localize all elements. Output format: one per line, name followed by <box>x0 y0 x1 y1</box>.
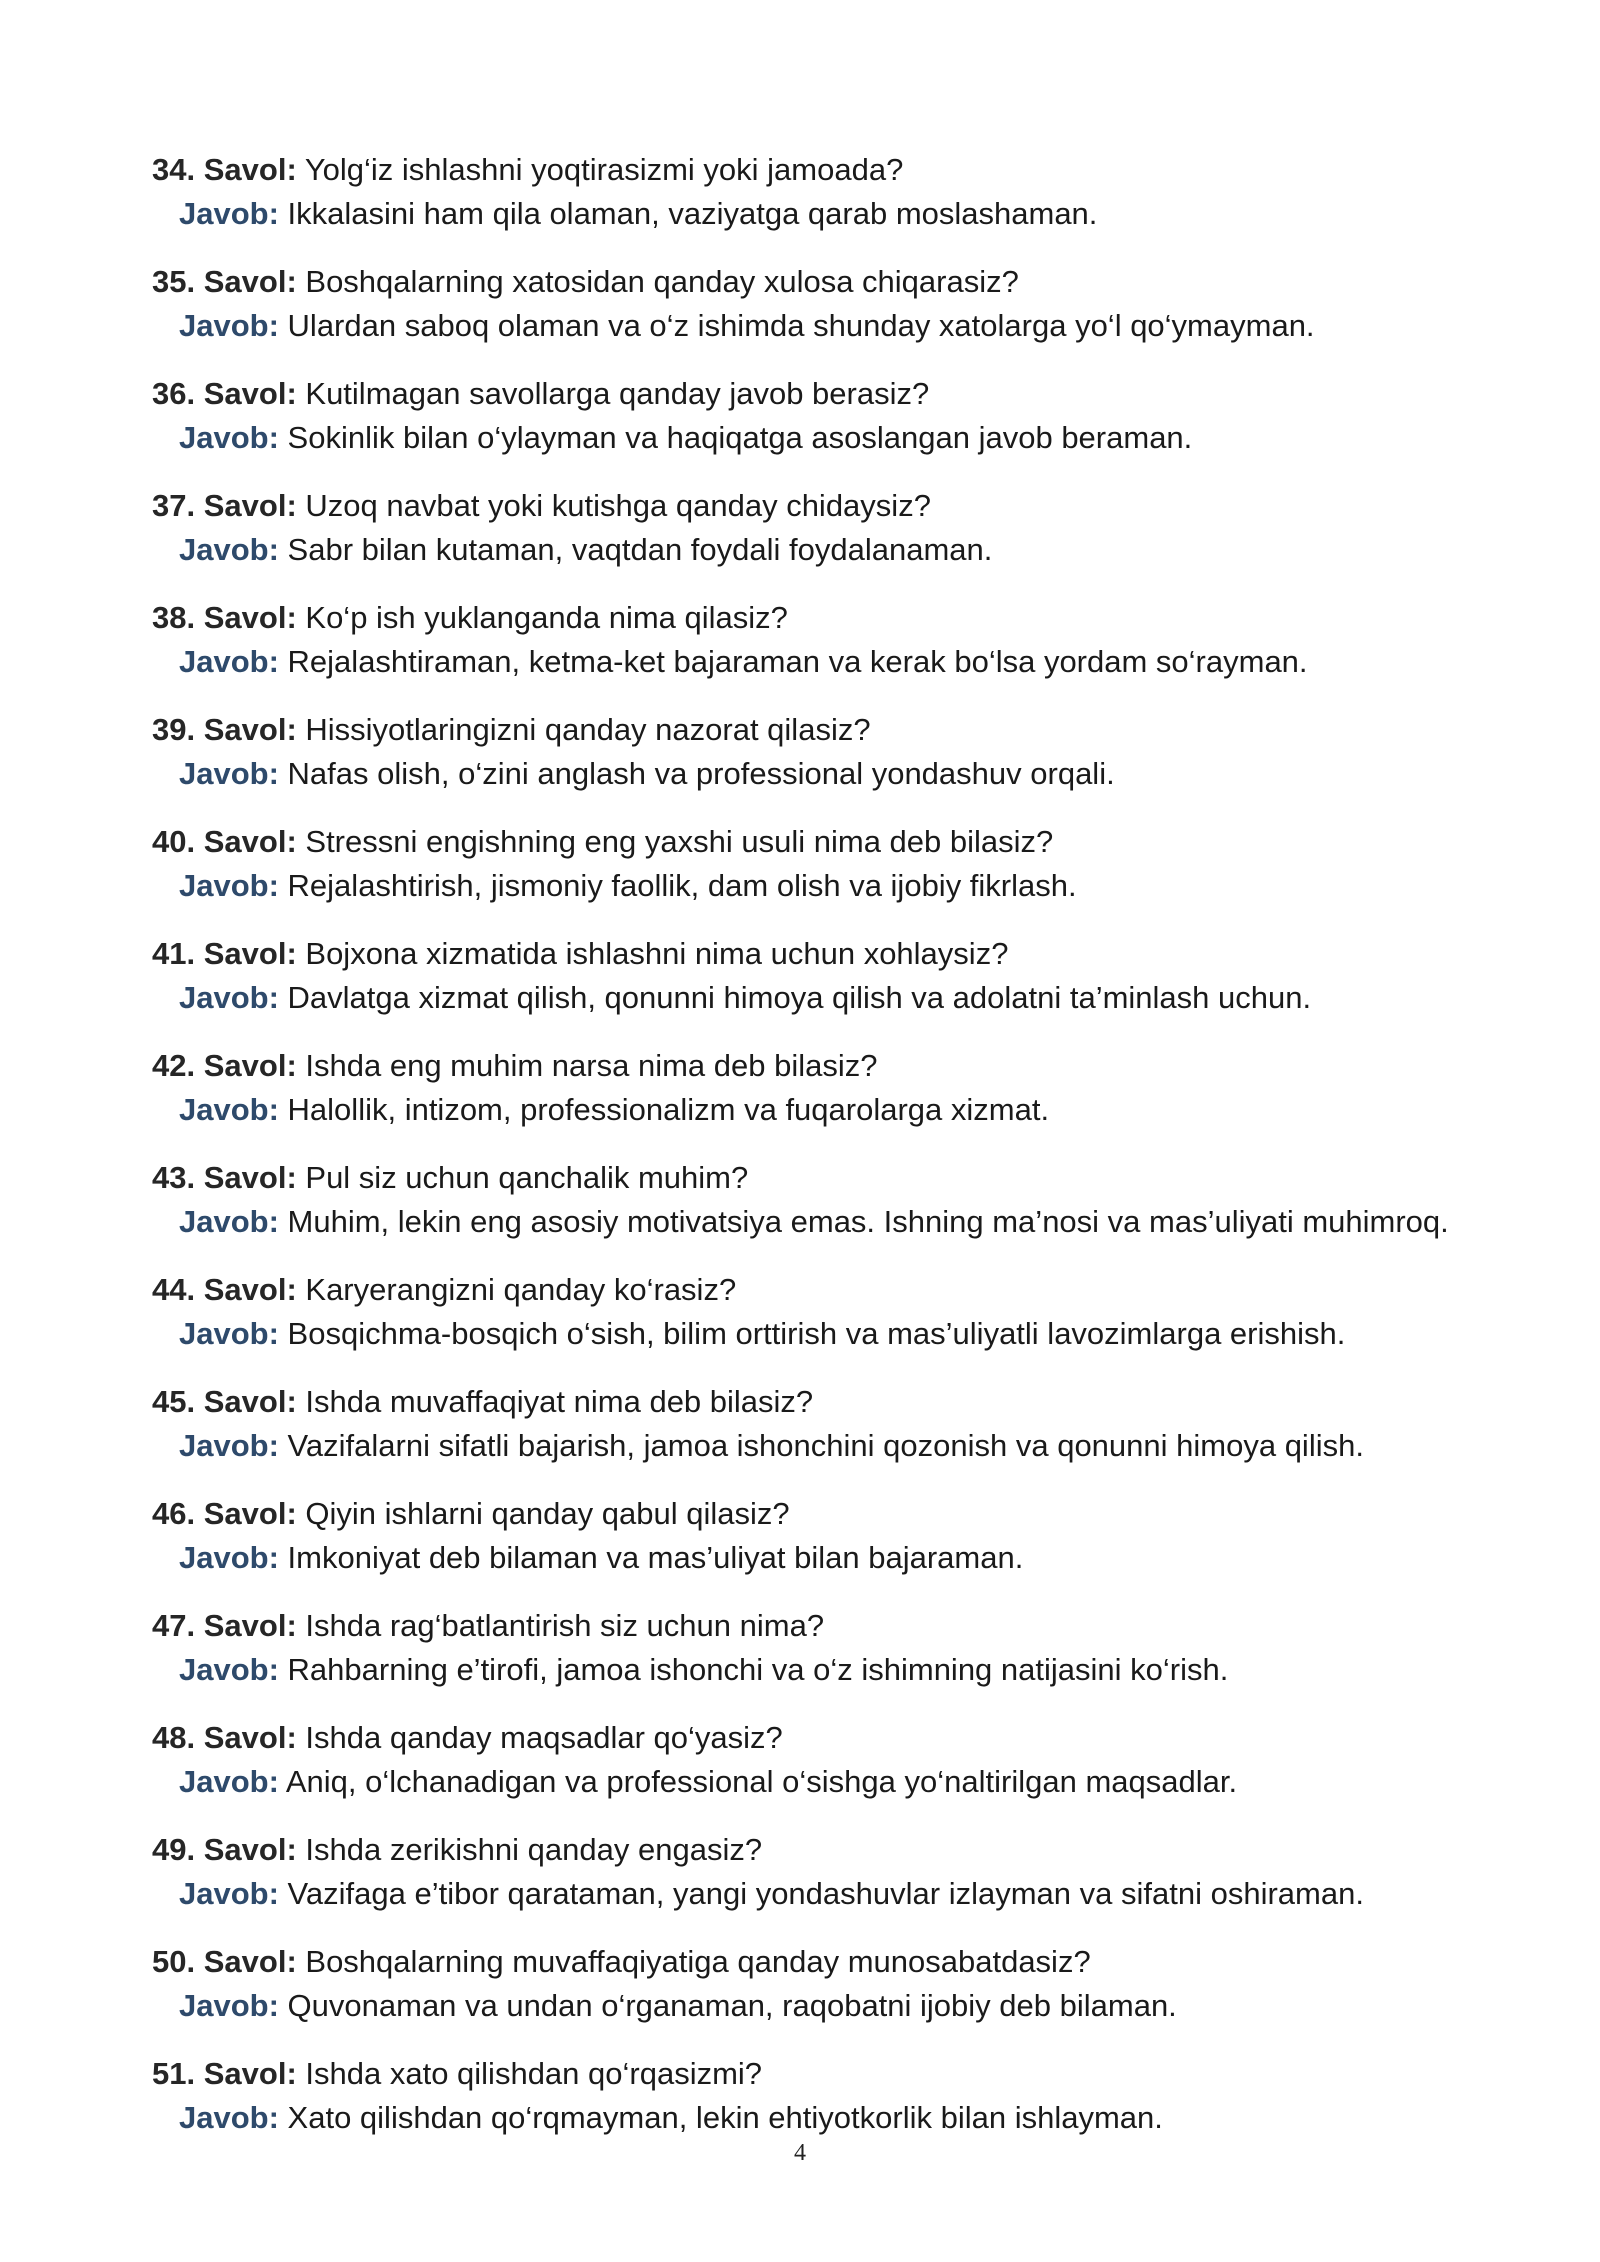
javob-label: Javob: <box>179 196 279 231</box>
javob-label: Javob: <box>179 1428 279 1463</box>
question-line <box>152 2054 1452 2094</box>
question-line <box>152 1270 1452 1310</box>
qa-item <box>152 1606 1452 1688</box>
question-text: Ko‘p ish yuklanganda nima qilasiz? <box>305 600 788 635</box>
answer-text: Rejalashtiraman, ketma-ket bajaraman va kerak bo‘lsa yordam so‘rayman. <box>287 644 1308 679</box>
savol-label: Savol: <box>203 1384 297 1419</box>
question-number: 45. <box>152 1384 196 1419</box>
javob-label: Javob: <box>179 2100 279 2135</box>
answer-line <box>179 1763 1452 1800</box>
qa-item <box>152 1942 1452 2024</box>
question-line <box>152 1494 1452 1534</box>
answer-text: Sokinlik bilan o‘ylayman va haqiqatga asoslangan javob beraman. <box>287 420 1193 455</box>
savol-label: Savol: <box>203 1048 297 1083</box>
qa-item <box>152 1270 1452 1352</box>
question-number: 49. <box>152 1832 196 1867</box>
javob-label: Javob: <box>179 308 279 343</box>
qa-item <box>152 1158 1452 1240</box>
savol-label: Savol: <box>203 376 297 411</box>
answer-line <box>179 1203 1452 1240</box>
javob-label: Javob: <box>179 1092 279 1127</box>
savol-label: Savol: <box>203 936 297 971</box>
qa-item <box>152 1494 1452 1576</box>
question-number: 50. <box>152 1944 196 1979</box>
question-number: 34. <box>152 152 196 187</box>
answer-line <box>179 643 1452 680</box>
answer-text: Nafas olish, o‘zini anglash va professional yondashuv orqali. <box>287 756 1115 791</box>
qa-item <box>152 150 1452 232</box>
javob-label: Javob: <box>179 1876 279 1911</box>
javob-label: Javob: <box>179 1316 279 1351</box>
savol-label: Savol: <box>203 712 297 747</box>
javob-label: Javob: <box>179 644 279 679</box>
question-number: 38. <box>152 600 196 635</box>
savol-label: Savol: <box>203 1720 297 1755</box>
question-number: 48. <box>152 1720 196 1755</box>
question-text: Ishda rag‘batlantirish siz uchun nima? <box>305 1608 825 1643</box>
answer-line <box>179 1987 1452 2024</box>
answer-text: Quvonaman va undan o‘rganaman, raqobatni ijobiy deb bilaman. <box>287 1988 1177 2023</box>
qa-item <box>152 598 1452 680</box>
question-line <box>152 1718 1452 1758</box>
question-number: 47. <box>152 1608 196 1643</box>
qa-item <box>152 710 1452 792</box>
javob-label: Javob: <box>179 980 279 1015</box>
page-number: 4 <box>794 2140 806 2166</box>
question-text: Yolg‘iz ishlashni yoqtirasizmi yoki jamoada? <box>304 152 904 187</box>
qa-item <box>152 822 1452 904</box>
answer-text: Aniq, o‘lchanadigan va professional o‘sishga yo‘naltirilgan maqsadlar. <box>285 1764 1238 1799</box>
question-line <box>152 1046 1452 1086</box>
answer-text: Davlatga xizmat qilish, qonunni himoya qilish va adolatni ta’minlash uchun. <box>287 980 1312 1015</box>
savol-label: Savol: <box>203 1160 297 1195</box>
answer-line <box>179 979 1452 1016</box>
answer-text: Muhim, lekin eng asosiy motivatsiya emas. Ishning ma’nosi va mas’uliyati muhimroq. <box>287 1204 1449 1239</box>
question-line <box>152 710 1452 750</box>
question-line <box>152 486 1452 526</box>
question-text: Pul siz uchun qanchalik muhim? <box>305 1160 749 1195</box>
question-number: 41. <box>152 936 196 971</box>
answer-line <box>179 867 1452 904</box>
question-number: 35. <box>152 264 196 299</box>
javob-label: Javob: <box>179 420 279 455</box>
question-text: Ishda qanday maqsadlar qo‘yasiz? <box>305 1720 783 1755</box>
question-line <box>152 150 1452 190</box>
javob-label: Javob: <box>179 532 279 567</box>
qa-item <box>152 1046 1452 1128</box>
answer-text: Ikkalasini ham qila olaman, vaziyatga qarab moslashaman. <box>287 196 1098 231</box>
javob-label: Javob: <box>179 1988 279 2023</box>
savol-label: Savol: <box>203 488 297 523</box>
javob-label: Javob: <box>179 756 279 791</box>
qa-item <box>152 2054 1452 2136</box>
answer-text: Bosqichma-bosqich o‘sish, bilim orttirish va mas’uliyatli lavozimlarga erishish. <box>287 1316 1346 1351</box>
question-text: Ishda eng muhim narsa nima deb bilasiz? <box>305 1048 878 1083</box>
savol-label: Savol: <box>203 600 297 635</box>
question-text: Ishda zerikishni qanday engasiz? <box>305 1832 763 1867</box>
question-line <box>152 822 1452 862</box>
question-number: 43. <box>152 1160 196 1195</box>
answer-line <box>179 531 1452 568</box>
savol-label: Savol: <box>203 1608 297 1643</box>
question-line <box>152 598 1452 638</box>
savol-label: Savol: <box>203 1496 297 1531</box>
question-number: 39. <box>152 712 196 747</box>
answer-text: Halollik, intizom, professionalizm va fuqarolarga xizmat. <box>287 1092 1050 1127</box>
savol-label: Savol: <box>203 1272 297 1307</box>
answer-line <box>179 755 1452 792</box>
answer-line <box>179 2099 1452 2136</box>
answer-line <box>179 1875 1452 1912</box>
answer-line <box>179 1427 1452 1464</box>
javob-label: Javob: <box>179 868 279 903</box>
qa-item <box>152 1718 1452 1800</box>
question-text: Stressni engishning eng yaxshi usuli nima deb bilasiz? <box>305 824 1054 859</box>
answer-line <box>179 1651 1452 1688</box>
qa-item <box>152 374 1452 456</box>
question-line <box>152 1606 1452 1646</box>
question-text: Ishda muvaffaqiyat nima deb bilasiz? <box>305 1384 814 1419</box>
question-text: Qiyin ishlarni qanday qabul qilasiz? <box>305 1496 790 1531</box>
question-number: 36. <box>152 376 196 411</box>
javob-label: Javob: <box>179 1204 279 1239</box>
question-text: Uzoq navbat yoki kutishga qanday chidaysiz? <box>305 488 931 523</box>
question-number: 44. <box>152 1272 196 1307</box>
answer-line <box>179 1091 1452 1128</box>
savol-label: Savol: <box>203 152 297 187</box>
answer-line <box>179 195 1452 232</box>
question-line <box>152 1830 1452 1870</box>
answer-text: Rejalashtirish, jismoniy faollik, dam olish va ijobiy fikrlash. <box>287 868 1077 903</box>
question-text: Kutilmagan savollarga qanday javob berasiz? <box>305 376 930 411</box>
javob-label: Javob: <box>179 1540 279 1575</box>
answer-text: Rahbarning e’tirofi, jamoa ishonchi va o‘z ishimning natijasini ko‘rish. <box>287 1652 1229 1687</box>
savol-label: Savol: <box>203 2056 297 2091</box>
answer-line <box>179 1539 1452 1576</box>
question-line <box>152 934 1452 974</box>
qa-item <box>152 1382 1452 1464</box>
answer-text: Sabr bilan kutaman, vaqtdan foydali foydalanaman. <box>287 532 993 567</box>
answer-line <box>179 307 1452 344</box>
answer-text: Vazifaga e’tibor qarataman, yangi yondashuvlar izlayman va sifatni oshiraman. <box>287 1876 1364 1911</box>
javob-label: Javob: <box>179 1652 279 1687</box>
question-line <box>152 374 1452 414</box>
qa-item <box>152 262 1452 344</box>
javob-label: Javob: <box>179 1764 279 1799</box>
savol-label: Savol: <box>203 264 297 299</box>
answer-line <box>179 1315 1452 1352</box>
question-text: Ishda xato qilishdan qo‘rqasizmi? <box>305 2056 763 2091</box>
question-number: 37. <box>152 488 196 523</box>
savol-label: Savol: <box>203 1944 297 1979</box>
question-text: Boshqalarning muvaffaqiyatiga qanday munosabatdasiz? <box>305 1944 1091 1979</box>
question-text: Boshqalarning xatosidan qanday xulosa chiqarasiz? <box>305 264 1019 299</box>
question-line <box>152 1942 1452 1982</box>
question-text: Bojxona xizmatida ishlashni nima uchun xohlaysiz? <box>305 936 1009 971</box>
question-text: Karyerangizni qanday ko‘rasiz? <box>305 1272 737 1307</box>
qa-list <box>152 150 1452 2166</box>
question-number: 51. <box>152 2056 196 2091</box>
qa-item <box>152 1830 1452 1912</box>
question-line <box>152 1158 1452 1198</box>
savol-label: Savol: <box>203 1832 297 1867</box>
question-text: Hissiyotlaringizni qanday nazorat qilasiz? <box>305 712 871 747</box>
answer-text: Ulardan saboq olaman va o‘z ishimda shunday xatolarga yo‘l qo‘ymayman. <box>287 308 1315 343</box>
question-line <box>152 1382 1452 1422</box>
answer-line <box>179 419 1452 456</box>
answer-text: Xato qilishdan qo‘rqmayman, lekin ehtiyotkorlik bilan ishlayman. <box>287 2100 1163 2135</box>
savol-label: Savol: <box>203 824 297 859</box>
qa-item <box>152 486 1452 568</box>
question-number: 46. <box>152 1496 196 1531</box>
question-number: 40. <box>152 824 196 859</box>
question-number: 42. <box>152 1048 196 1083</box>
qa-item <box>152 934 1452 1016</box>
answer-text: Imkoniyat deb bilaman va mas’uliyat bilan bajaraman. <box>287 1540 1024 1575</box>
answer-text: Vazifalarni sifatli bajarish, jamoa ishonchini qozonish va qonunni himoya qilish. <box>287 1428 1364 1463</box>
question-line <box>152 262 1452 302</box>
